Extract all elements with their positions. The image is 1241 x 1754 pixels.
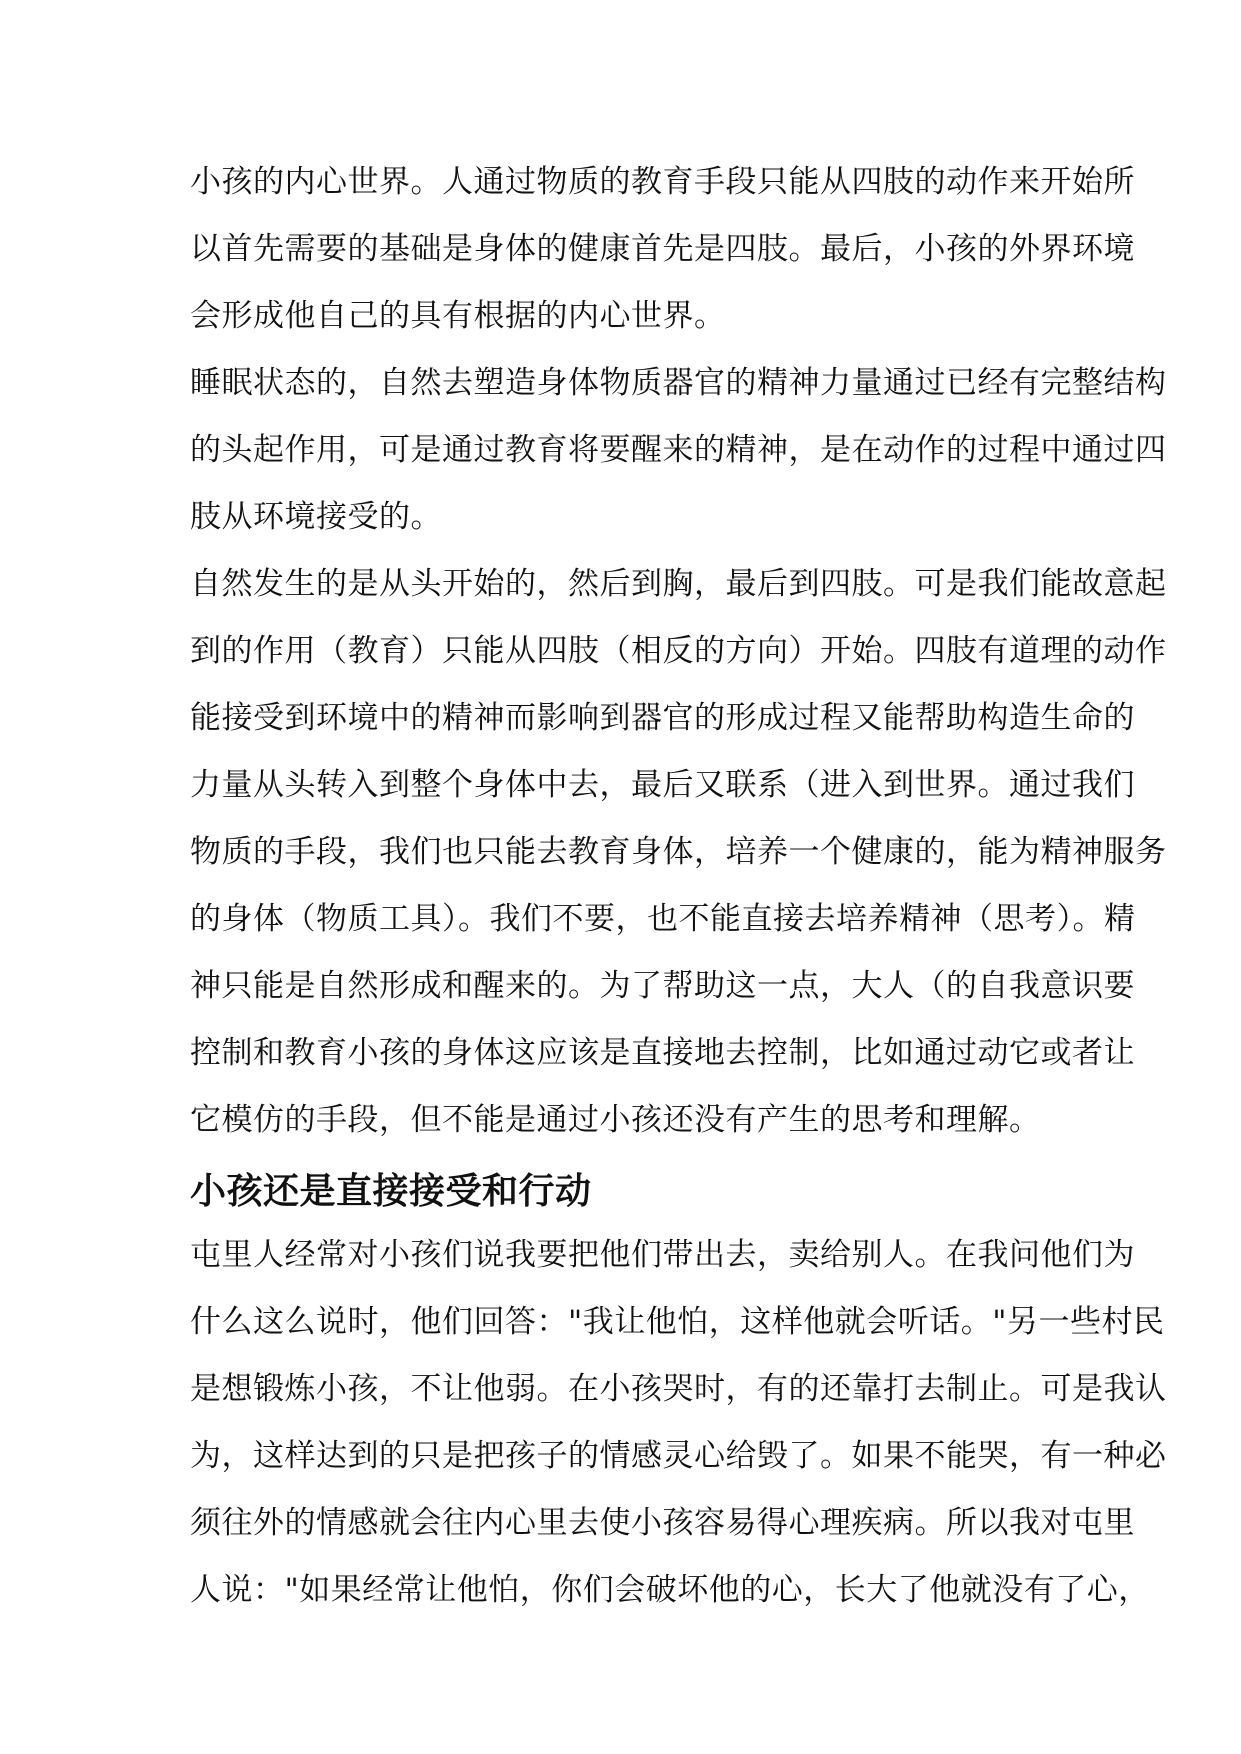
text-line: 以首先需要的基础是身体的健康首先是四肢。最后，小孩的外界环境 xyxy=(190,231,1135,267)
text-line: 到的作用（教育）只能从四肢（相反的方向）开始。四肢有道理的动作 xyxy=(190,633,1167,669)
text-line: 睡眠状态的，自然去塑造身体物质器官的精神力量通过已经有完整结构 xyxy=(190,365,1167,401)
text-line: 小孩的内心世界。人通过物质的教育手段只能从四肢的动作来开始所 xyxy=(190,164,1135,200)
text-line: 它模仿的手段，但不能是通过小孩还没有产生的思考和理解。 xyxy=(190,1102,1041,1138)
paragraph-inner-world xyxy=(190,160,1135,361)
text-line: 为，这样达到的只是把孩子的情感灵心给毁了。如果不能哭，有一种必 xyxy=(190,1438,1167,1474)
document-body xyxy=(190,160,1167,1635)
text-line: 力量从头转入到整个身体中去，最后又联系（进入到世界。通过我们 xyxy=(190,767,1135,803)
text-line: 是想锻炼小孩，不让他弱。在小孩哭时，有的还靠打去制止。可是我认 xyxy=(190,1371,1167,1407)
text-line: 的头起作用，可是通过教育将要醒来的精神，是在动作的过程中通过四 xyxy=(190,432,1167,468)
section-heading: 小孩还是直接接受和行动 xyxy=(190,1171,592,1212)
text-line: 神只能是自然形成和醒来的。为了帮助这一点，大人（的自我意识要 xyxy=(190,968,1135,1004)
text-line: 人说："如果经常让他怕，你们会破坏他的心，长大了他就没有了心， xyxy=(190,1572,1150,1608)
text-line: 屯里人经常对小孩们说我要把他们带出去，卖给别人。在我问他们为 xyxy=(190,1237,1135,1273)
text-line: 物质的手段，我们也只能去教育身体，培养一个健康的，能为精神服务 xyxy=(190,834,1167,870)
text-line: 肢从环境接受的。 xyxy=(190,499,442,535)
text-line: 控制和教育小孩的身体这应该是直接地去控制，比如通过动它或者让 xyxy=(190,1035,1135,1071)
text-line: 能接受到环境中的精神而影响到器官的形成过程又能帮助构造生命的 xyxy=(190,700,1135,736)
text-line: 自然发生的是从头开始的，然后到胸，最后到四肢。可是我们能故意起 xyxy=(190,566,1167,602)
text-line: 什么这么说时，他们回答："我让他怕，这样他就会听话。"另一些村民 xyxy=(190,1304,1165,1340)
paragraph-sleeping-spirit xyxy=(190,361,1167,562)
paragraph-villagers xyxy=(190,1233,1167,1635)
text-line: 会形成他自己的具有根据的内心世界。 xyxy=(190,298,726,334)
paragraph-education-limbs xyxy=(190,562,1167,1165)
text-line: 须往外的情感就会往内心里去使小孩容易得心理疾病。所以我对屯里 xyxy=(190,1505,1135,1541)
text-line: 的身体（物质工具）。我们不要，也不能直接去培养精神（思考）。精 xyxy=(190,901,1136,937)
